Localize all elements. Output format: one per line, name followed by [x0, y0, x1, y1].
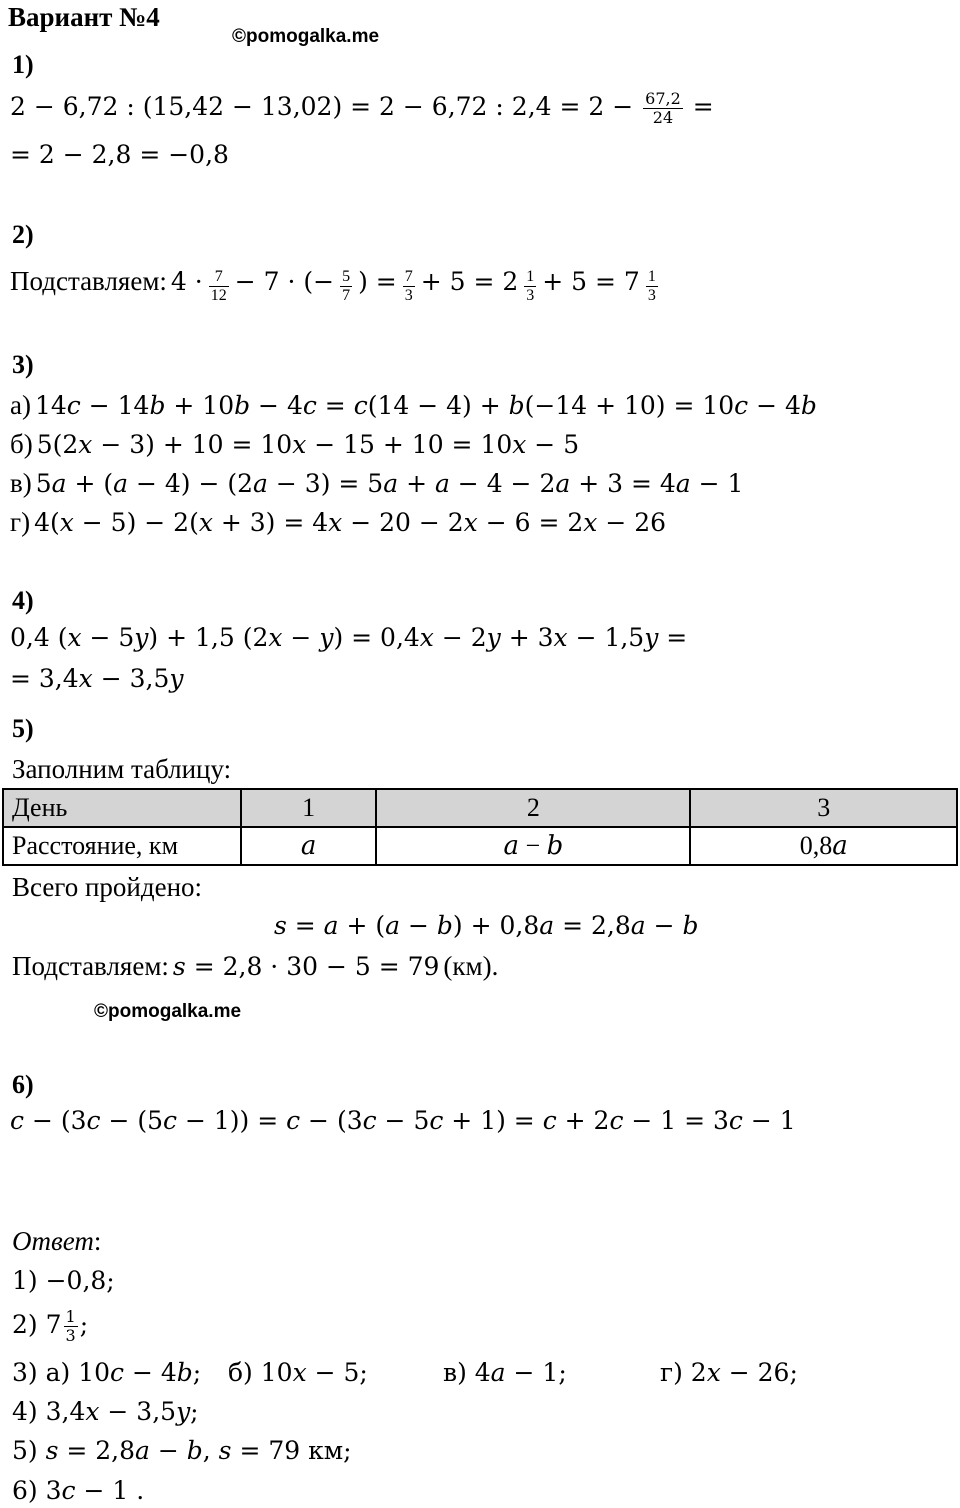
distance-table	[2, 788, 958, 866]
task2-frac5	[646, 268, 658, 304]
task1-line1	[10, 88, 714, 127]
task5-subst-label: Подставляем:	[12, 951, 169, 981]
table-header-row	[3, 789, 957, 827]
answer-2-prefix: 2) 7	[12, 1310, 62, 1339]
task2-part2: − 7 · (−	[234, 267, 335, 296]
task6-number: 6)	[12, 1070, 34, 1099]
table-cell: 𝑎	[241, 827, 376, 865]
task5-total-label: Всего пройдено:	[12, 872, 203, 902]
task3-item-expr: 5(2𝑥 − 3) + 10 = 10𝑥 − 15 + 10 = 10𝑥 − 5	[36, 430, 580, 459]
task3-number: 3)	[12, 350, 34, 379]
answer-2-fraction	[64, 1308, 78, 1344]
task1-number: 1)	[12, 50, 34, 79]
task2-frac2	[340, 268, 352, 304]
answer-2	[12, 1305, 88, 1345]
task4-line1: 0,4 (𝑥 − 5𝑦) + 1,5 (2𝑥 − 𝑦) = 0,4𝑥 − 2𝑦 + 3𝑥 − 1,5𝑦 =	[10, 623, 688, 652]
task2-frac1	[209, 268, 229, 304]
table-header-cell: 1	[241, 789, 376, 827]
task3-item-label: а)	[10, 390, 31, 420]
frac-num: 1	[65, 1307, 76, 1327]
task2-label: Подставляем:	[10, 266, 167, 296]
task3-item-expr: 4(𝑥 − 5) − 2(𝑥 + 3) = 4𝑥 − 20 − 2𝑥 − 6 = 2𝑥 − 26	[34, 508, 667, 537]
answer-4: 4) 3,4𝑥 − 3,5𝑦;	[12, 1397, 199, 1426]
task5-formula: 𝑠 = 𝑎 + (𝑎 − 𝑏) + 0,8𝑎 = 2,8𝑎 − 𝑏	[274, 911, 699, 940]
answer-3v: в) 4𝑎 − 1;	[443, 1358, 567, 1387]
task2-number: 2)	[12, 220, 34, 249]
answer-5: 5) 𝑠 = 2,8𝑎 − 𝑏, 𝑠 = 79 км;	[12, 1436, 352, 1465]
task2-frac3	[403, 268, 415, 304]
task5-subst-unit: (км).	[443, 951, 499, 981]
task1-frac-num: 67,2	[645, 89, 681, 109]
task2-part5: + 5 = 7	[542, 267, 640, 296]
table-cell: 𝑎 − 𝑏	[376, 827, 690, 865]
answer-3b: б) 10𝑥 − 5;	[228, 1358, 368, 1387]
table-header-cell: 2	[376, 789, 690, 827]
frac-num: 7	[214, 268, 223, 286]
task4-line2: = 3,4𝑥 − 3,5𝑦	[10, 664, 184, 693]
answer-3g: г) 2𝑥 − 26;	[660, 1358, 798, 1387]
task2-part3: ) =	[358, 267, 397, 296]
watermark-middle: ©pomogalka.me	[94, 1001, 242, 1022]
frac-num: 5	[342, 268, 351, 286]
task2-part4: + 5 = 2	[420, 267, 519, 296]
task3-item-label: б)	[10, 429, 33, 459]
task5-subst-expr: 𝑠 = 2,8 · 30 − 5 = 79	[172, 952, 440, 981]
task1-fraction	[643, 90, 683, 126]
frac-den: 7	[342, 286, 351, 304]
frac-num: 1	[526, 268, 535, 286]
frac-den: 3	[647, 286, 656, 304]
watermark-top: ©pomogalka.me	[232, 26, 380, 47]
task1-expr: 2 − 6,72 : (15,42 − 13,02) = 2 − 6,72 : 2,4 = 2 −	[10, 92, 634, 121]
task1-line2: = 2 − 2,8 = −0,8	[10, 140, 229, 169]
frac-den: 3	[65, 1326, 76, 1345]
task5-number: 5)	[12, 714, 34, 743]
answer-1: 1) −0,8;	[12, 1266, 115, 1295]
answer-2-suffix: ;	[79, 1310, 89, 1339]
task3-item-label: г)	[10, 507, 31, 537]
task2-frac4	[524, 268, 536, 304]
task3-item-b	[10, 431, 579, 458]
frac-den: 3	[404, 286, 413, 304]
table-header-cell: День	[3, 789, 241, 827]
frac-den: 3	[526, 286, 535, 304]
task3-item-expr: 14𝑐 − 14𝑏 + 10𝑏 − 4𝑐 = 𝑐(14 − 4) + 𝑏(−14 + 10) = 10𝑐 − 4𝑏	[34, 391, 817, 420]
task2-line	[10, 262, 660, 305]
task3-item-g	[10, 509, 666, 536]
task3-item-a	[10, 392, 817, 419]
frac-num: 7	[404, 268, 413, 286]
task3-item-v	[10, 470, 743, 497]
frac-den: 12	[210, 286, 227, 304]
page-title: Вариант №4	[8, 2, 160, 32]
table-cell: 0,8𝑎	[690, 827, 957, 865]
task3-item-expr: 5𝑎 + (𝑎 − 4) − (2𝑎 − 3) = 5𝑎 + 𝑎 − 4 − 2𝑎 + 3 = 4𝑎 − 1	[35, 469, 744, 498]
answer-colon: :	[93, 1226, 102, 1256]
table-cell: Расстояние, км	[3, 827, 241, 865]
answer-label: Ответ	[12, 1226, 94, 1256]
answer-6: 6) 3𝑐 − 1 .	[12, 1476, 145, 1505]
task1-frac-den: 24	[643, 108, 683, 127]
task2-part1: 4 ·	[170, 267, 203, 296]
frac-num: 1	[647, 268, 656, 286]
task6-expr: 𝑐 − (3𝑐 − (5𝑐 − 1)) = 𝑐 − (3𝑐 − 5𝑐 + 1) = 𝑐 + 2𝑐 − 1 = 3𝑐 − 1	[10, 1106, 796, 1135]
task5-substitution	[12, 953, 498, 980]
task5-intro: Заполним таблицу:	[12, 754, 232, 784]
task4-number: 4)	[12, 586, 34, 615]
answer-3a: 3) а) 10𝑐 − 4𝑏;	[12, 1358, 202, 1387]
table-row	[3, 827, 957, 865]
task3-item-label: в)	[10, 468, 32, 498]
table-header-cell: 3	[690, 789, 957, 827]
task1-equals: =	[692, 92, 714, 121]
answer-heading	[12, 1228, 101, 1255]
